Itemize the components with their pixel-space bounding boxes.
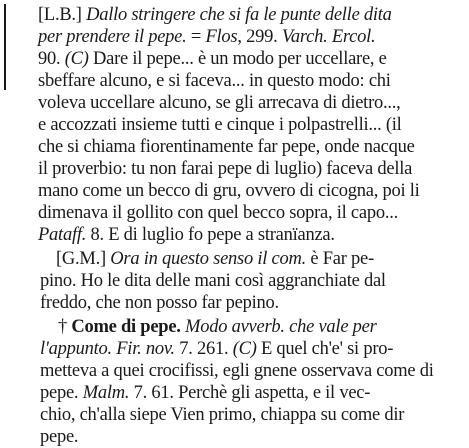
source-citation: Varch. Ercol. [281, 27, 376, 47]
source-citation: Flos [205, 27, 238, 47]
text-line: e accozzati insieme tutti e cinque i polpastrelli... (il [38, 115, 402, 135]
text-line: l'appunto. Fir. nov. 7. 261. (C) E quel ch'e' si pro- [40, 339, 394, 359]
text-line: Pataff. 8. E di luglio fo pepe a stranïanza. [38, 225, 335, 245]
text-line [58, 316, 377, 338]
section-bracket: [L.B.] [38, 5, 82, 25]
text-line: 90. (C) Dare il pepe... è un modo per uccellare, e [38, 49, 387, 69]
margin-rule [4, 4, 6, 90]
definition: per prendere il pepe. [38, 27, 187, 47]
source-citation: Malm. [82, 383, 130, 403]
text-line: pino. Ho le dita delle mani così aggranchiate dal [40, 271, 386, 291]
definition: Dallo stringere che si fa le punte delle dita [86, 5, 392, 25]
text-line: dimenava il gollito con quel becco sopra, il capo... [38, 203, 398, 223]
mark: (C) [64, 49, 89, 69]
dagger-mark: † [58, 317, 67, 337]
text-line [38, 4, 392, 26]
text-line: freddo, che non posso far pepino. [40, 293, 279, 313]
text-line: pepe. [40, 427, 79, 447]
text-line: per prendere il pepe. = Flos, 299. Varch. Ercol. [38, 27, 376, 47]
text-line: metteva a quei crocifissi, egli gnene osservava come di [40, 361, 434, 381]
mark: (C) [232, 339, 257, 359]
text-line: pepe. Malm. 7. 61. Perchè gli aspetta, e il vec- [40, 383, 371, 403]
text-line: mano come un becco di gru, ovvero di cicogna, poi li [38, 181, 420, 201]
text-line: che si chiama fiorentinamente far pepe, onde nacque [38, 137, 415, 157]
definition: Ora in questo senso il com. [110, 249, 306, 269]
definition: Modo avverb. che vale per [180, 317, 377, 337]
text-line: il proverbio: tu non farai pepe di luglio) faceva della [38, 159, 413, 179]
text-line: voleva uccellare alcuno, se gli arrecava di dietro..., [38, 93, 401, 113]
definition: l'appunto. [40, 339, 112, 359]
text-line: sbeffare alcuno, e si faceva... in questo modo: chi [38, 71, 391, 91]
source-citation: Pataff. [38, 225, 87, 245]
source-citation: Fir. nov. [111, 339, 175, 359]
section-bracket: [G.M.] [56, 249, 106, 269]
text-line: [G.M.] Ora in questo senso il com. è Far pe- [56, 249, 374, 269]
headword: Come di pepe. [71, 317, 181, 337]
text-line: chio, ch'alla siepe Vien primo, chiappa su come dir [40, 405, 405, 425]
